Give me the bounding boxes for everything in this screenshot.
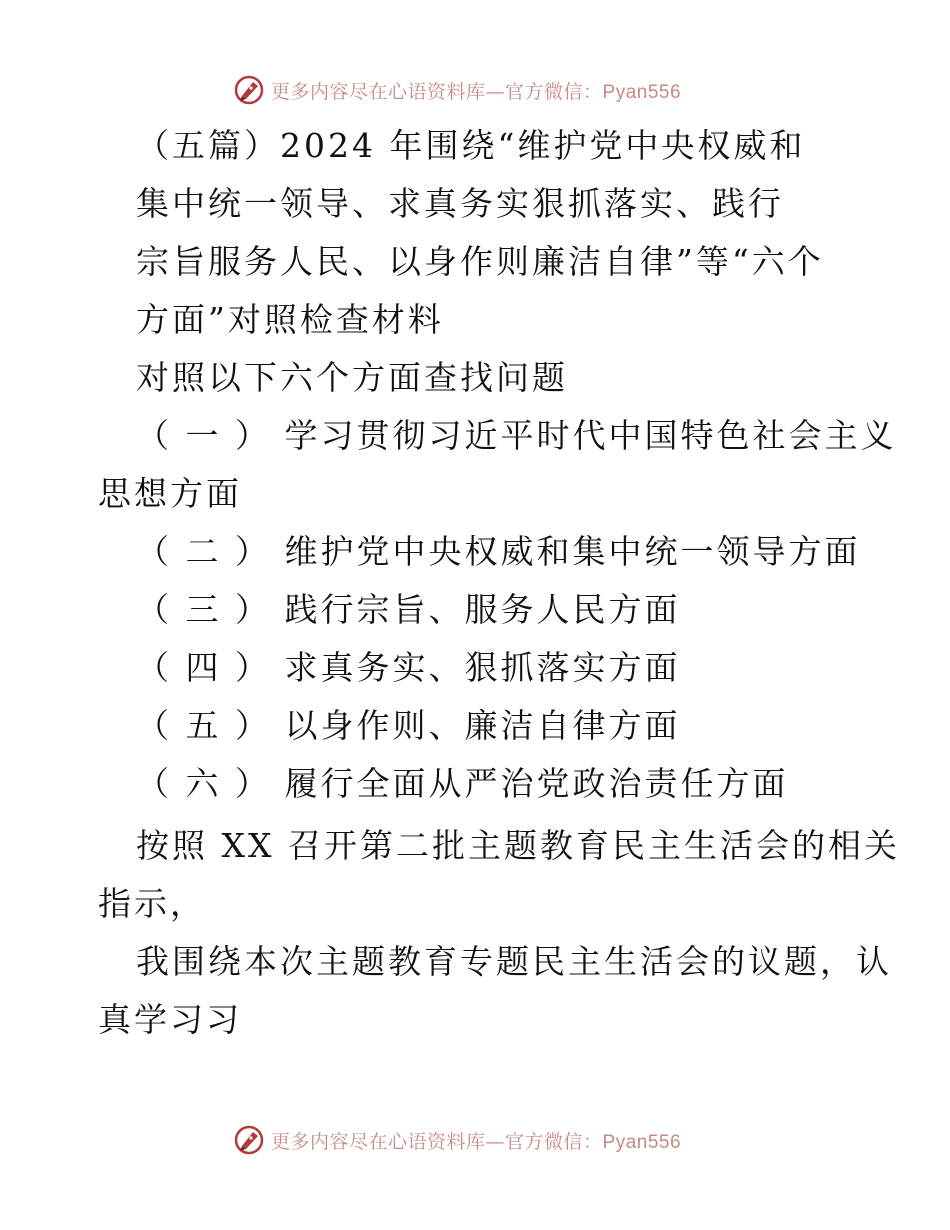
header-wechat-id: Pyan556 <box>602 81 682 103</box>
header-banner <box>0 70 950 110</box>
aspect-6: （ 六 ） 履行全面从严治党政治责任方面 <box>136 764 789 803</box>
footer-banner <box>0 1120 950 1160</box>
aspect-3: （ 三 ） 践行宗旨、服务人民方面 <box>136 590 681 629</box>
paragraph-1-line-2: 指示， <box>98 884 206 923</box>
intro-text: 对照以下六个方面查找问题 <box>136 358 568 397</box>
aspect-1-line-1: （ 一 ） 学习贯彻习近平时代中国特色社会主义 <box>136 416 897 455</box>
title-line-1: （五篇）2024 年围绕“维护党中央权威和 <box>136 126 806 165</box>
footer-banner-text: 更多内容尽在心语资料库—官方微信：Pyan556 <box>271 1130 682 1153</box>
aspect-5: （ 五 ） 以身作则、廉洁自律方面 <box>136 706 681 745</box>
header-banner-text: 更多内容尽在心语资料库—官方微信：Pyan556 <box>271 80 682 103</box>
aspect-2: （ 二 ） 维护党中央权威和集中统一领导方面 <box>136 532 861 571</box>
paragraph-1-line-1: 按照 XX 召开第二批主题教育民主生活会的相关 <box>136 826 900 865</box>
aspect-4: （ 四 ） 求真务实、狠抓落实方面 <box>136 648 681 687</box>
title-line-2: 集中统一领导、求真务实狠抓落实、践行 <box>136 184 784 223</box>
pen-nib-logo-icon <box>233 74 265 106</box>
title-line-4: 方面”对照检查材料 <box>136 300 444 339</box>
footer-wechat-id: Pyan556 <box>602 1131 682 1153</box>
paragraph-2-line-1: 我围绕本次主题教育专题民主生活会的议题，认 <box>136 942 892 981</box>
pen-nib-logo-icon <box>233 1124 265 1156</box>
paragraph-2-line-2: 真学习习 <box>98 1000 242 1039</box>
aspect-1-line-2: 思想方面 <box>98 474 242 513</box>
title-line-3: 宗旨服务人民、以身作则廉洁自律”等“六个 <box>136 242 824 281</box>
